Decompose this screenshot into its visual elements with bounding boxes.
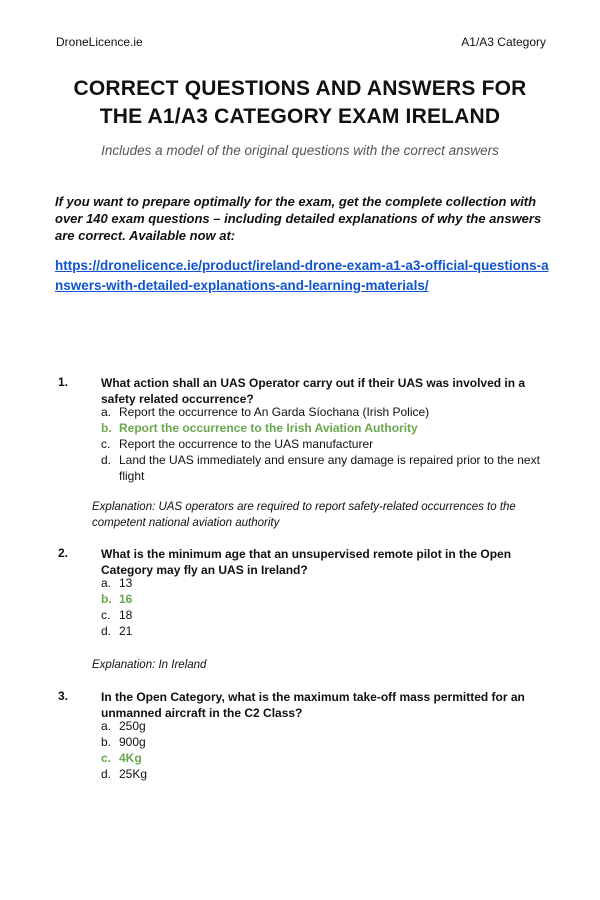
product-link[interactable]: https://dronelicence.ie/product/ireland-drone-exam-a1-a3-official-questions-answers-with-detailed-explanations-and-learning-materials/ (55, 258, 549, 293)
page-title (30, 75, 570, 131)
title-line-1: CORRECT QUESTIONS AND ANSWERS FOR (73, 77, 527, 100)
option-a: a. 250g (101, 719, 146, 733)
question-text: In the Open Category, what is the maximum take-off mass permitted for an unmanned aircraft in the C2 Class? (101, 690, 525, 720)
option-b-correct: b. Report the occurrence to the Irish Aviation Authority (101, 421, 418, 435)
question-number: 2. (58, 546, 69, 560)
option-c: c. Report the occurrence to the UAS manufacturer (101, 437, 374, 451)
question-text: What is the minimum age that an unsupervised remote pilot in the Open Category may fly an UAS in Ireland? (101, 547, 512, 577)
option-c: c. 18 (101, 608, 133, 622)
option-d: d. Land the UAS immediately and ensure any damage is repaired prior to the next flight (101, 453, 540, 483)
promo-text: If you want to prepare optimally for the exam, get the complete collection with over 140 exam questions – including detailed explanations of why the answers are correct. Available now at: (55, 194, 542, 243)
option-d: d. 21 (101, 624, 133, 638)
option-c-correct: c. 4Kg (101, 751, 142, 765)
explanation: Explanation: UAS operators are required to report safety-related occurrences to the competent national aviation authority (92, 501, 516, 529)
option-a: a. 13 (101, 576, 133, 590)
title-line-2: THE A1/A3 CATEGORY EXAM IRELAND (99, 105, 501, 128)
question-number: 1. (58, 375, 69, 389)
option-b-correct: b. 16 (101, 592, 133, 606)
option-list (101, 718, 551, 782)
question-number: 3. (58, 689, 69, 703)
option-b: b. 900g (101, 735, 146, 749)
header-site-name: DroneLicence.ie (56, 35, 143, 49)
page-subtitle: Includes a model of the original questions with the correct answers (101, 143, 499, 158)
header-category: A1/A3 Category (461, 35, 546, 49)
option-a: a. Report the occurrence to An Garda Síochana (Irish Police) (101, 405, 430, 419)
explanation: Explanation: In Ireland (92, 659, 207, 671)
option-list (101, 404, 551, 484)
option-d: d. 25Kg (101, 767, 148, 781)
question-text: What action shall an UAS Operator carry out if their UAS was involved in a safety related occurrence? (101, 376, 526, 406)
option-list (101, 575, 551, 639)
